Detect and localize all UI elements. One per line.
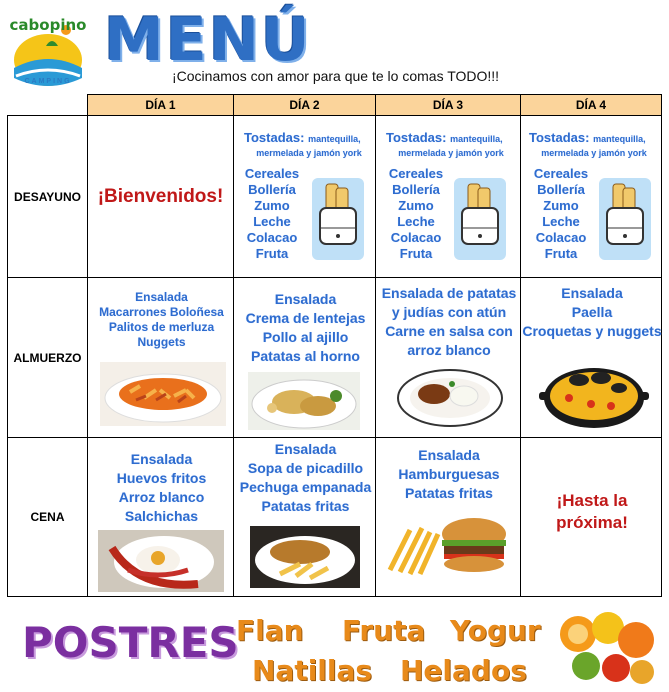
tostadas-extra2: mermelada y jamón york [541, 148, 647, 158]
list-item: Fruta [544, 246, 578, 261]
list-item: Cereales [533, 166, 589, 181]
dish-list [234, 290, 377, 366]
day-header: DÍA 4 [520, 94, 662, 116]
cena-day1 [87, 437, 234, 597]
list-item: Patatas al horno [251, 348, 360, 364]
list-item: Salchichas [124, 508, 199, 524]
dessert-item: Flan [236, 614, 304, 647]
list-item: Hamburguesas [398, 466, 500, 482]
list-item: Nuggets [137, 335, 186, 349]
list-item: Leche [542, 214, 580, 229]
list-item: Bollería [392, 182, 440, 197]
dish-list [376, 446, 522, 503]
list-item: Ensalada [135, 290, 188, 304]
dessert-item: Natillas [252, 654, 373, 687]
page-subtitle: ¡Cocinamos con amor para que te lo comas TODO!!! [172, 68, 500, 84]
list-item: Carne en salsa con [385, 323, 513, 339]
breakfast-list [240, 166, 304, 262]
list-item: Ensalada [130, 451, 193, 467]
list-item: Colacao [390, 230, 442, 245]
dish-list [376, 284, 522, 360]
list-item: Huevos fritos [116, 470, 207, 486]
campsite-logo [6, 16, 90, 92]
dish-list [88, 450, 235, 526]
list-item: Arroz blanco [118, 489, 205, 505]
list-item: Patatas fritas [261, 498, 350, 514]
list-item: Zumo [543, 198, 579, 213]
list-item: Bollería [248, 182, 296, 197]
page-title: MENÚ [104, 5, 312, 75]
list-item: Zumo [254, 198, 290, 213]
list-item: Zumo [398, 198, 434, 213]
list-item: y judías con atún [391, 304, 507, 320]
tostadas-label: Tostadas: [529, 130, 590, 145]
breaded-chicken-photo [250, 526, 360, 588]
tostadas-line [234, 130, 377, 145]
dessert-item: Helados [400, 654, 527, 687]
list-item: Pollo al ajillo [262, 329, 349, 345]
row-label: CENA [7, 437, 88, 597]
list-item: Ensalada [561, 285, 623, 301]
list-item: Crema de lentejas [245, 310, 366, 326]
breakfast-list [529, 166, 593, 262]
burger-photo [386, 510, 510, 582]
list-item: Paella [571, 304, 613, 320]
desayuno-day1 [87, 115, 234, 278]
logo-subtext: CAMPING [24, 78, 72, 85]
list-item: Ensalada [274, 291, 337, 307]
tostadas-line [521, 130, 663, 145]
list-item: Colacao [246, 230, 298, 245]
dessert-item: Yogur [450, 614, 541, 647]
farewell-line: próxima! [556, 513, 628, 532]
farewell-text [521, 490, 663, 534]
almuerzo-day2 [233, 277, 376, 438]
cena-day2 [233, 437, 376, 597]
logo-text: cabopino [9, 16, 87, 34]
desayuno-day3 [375, 115, 521, 278]
fruit-photo [556, 608, 657, 688]
dish-list [88, 290, 235, 350]
cena-day3 [375, 437, 521, 597]
list-item: Pechuga empanada [239, 479, 372, 495]
farewell-line: ¡Hasta la [556, 491, 628, 510]
toaster-icon [599, 178, 651, 260]
toaster-icon [312, 178, 364, 260]
dish-list [234, 440, 377, 516]
dessert-item: Fruta [342, 614, 426, 647]
list-item: Bollería [537, 182, 585, 197]
row-label: ALMUERZO [7, 277, 88, 438]
breakfast-list [384, 166, 448, 262]
list-item: Cereales [244, 166, 300, 181]
list-item: Sopa de picadillo [247, 460, 364, 476]
tostadas-extra2: mermelada y jamón york [398, 148, 504, 158]
cena-day4 [520, 437, 662, 597]
toaster-icon [454, 178, 506, 260]
tostadas-extra: mantequilla, [450, 134, 503, 144]
list-item: Macarrones Boloñesa [99, 305, 224, 319]
desayuno-day2 [233, 115, 376, 278]
tostadas-extra: mantequilla, [593, 134, 646, 144]
tostadas-line [376, 130, 522, 145]
list-item: Croquetas y nuggets [522, 323, 662, 339]
list-item: Ensalada de patatas [381, 285, 517, 301]
list-item: Patatas fritas [405, 485, 493, 501]
postres-title: POSTRES [22, 618, 239, 667]
tostadas-extra2: mermelada y jamón york [256, 148, 362, 158]
row-label: DESAYUNO [7, 115, 88, 278]
list-item: Fruta [255, 246, 289, 261]
menu-table [7, 94, 662, 597]
almuerzo-day3 [375, 277, 521, 438]
meat-rice-photo [396, 364, 504, 430]
list-item: Leche [253, 214, 291, 229]
day-header: DÍA 1 [87, 94, 234, 116]
almuerzo-day1 [87, 277, 234, 438]
list-item: Colacao [535, 230, 587, 245]
welcome-text: ¡Bienvenidos! [97, 185, 224, 207]
almuerzo-day4 [520, 277, 662, 438]
tostadas-label: Tostadas: [244, 130, 305, 145]
list-item: arroz blanco [407, 342, 491, 358]
list-item: Cereales [388, 166, 444, 181]
desayuno-day4 [520, 115, 662, 278]
list-item: Ensalada [418, 447, 480, 463]
paella-icon [539, 358, 649, 432]
eggs-photo [98, 530, 224, 592]
list-item: Leche [397, 214, 435, 229]
dish-list [521, 284, 663, 341]
list-item: Ensalada [274, 441, 337, 457]
list-item: Fruta [399, 246, 433, 261]
tostadas-label: Tostadas: [386, 130, 447, 145]
pasta-photo [100, 362, 226, 426]
chicken-photo [248, 372, 360, 430]
list-item: Palitos de merluza [108, 320, 215, 334]
tostadas-extra: mantequilla, [308, 134, 361, 144]
day-header: DÍA 2 [233, 94, 376, 116]
day-header: DÍA 3 [375, 94, 521, 116]
